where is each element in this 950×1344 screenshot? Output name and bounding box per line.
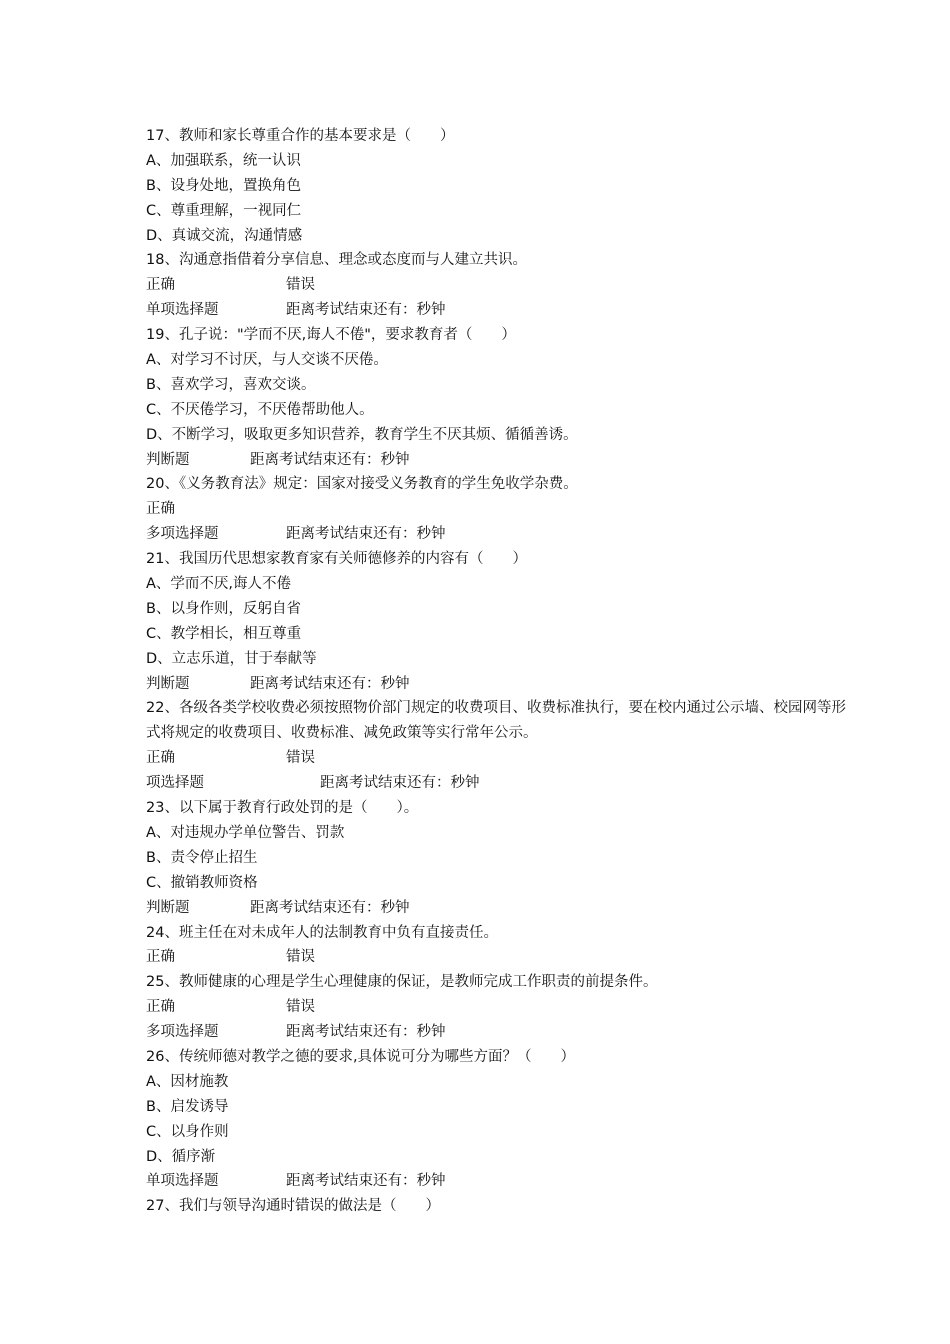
question-18: 18、沟通意指借着分享信息、理念或态度而与人建立共识。 [146, 252, 527, 269]
q20-option-true: 正确 [146, 501, 175, 518]
q19-option-a: A、对学习不讨厌，与人交谈不厌倦。 [146, 352, 388, 369]
section-header-8 [146, 1169, 846, 1194]
q17-option-a: A、加强联系，统一认识 [146, 152, 301, 169]
section-type-label: 单项选择题 [146, 1173, 219, 1190]
section-type-label: 项选择题 [146, 775, 204, 792]
question-17: 17、教师和家长尊重合作的基本要求是（ ） [146, 128, 455, 144]
q23-option-b: B、责令停止招生 [146, 849, 258, 866]
section-type-label: 多项选择题 [146, 1024, 219, 1041]
question-24: 24、班主任在对未成年人的法制教育中负有直接责任。 [146, 924, 498, 941]
q22-option-true: 正确 [146, 750, 175, 767]
q22-options [146, 746, 846, 771]
q24-options [146, 945, 846, 970]
q17-option-d: D、真诚交流，沟通情感 [146, 227, 303, 244]
exam-timer-text: 距离考试结束还有：秒钟 [286, 526, 446, 543]
q25-option-false: 错误 [286, 999, 315, 1016]
section-header-3 [146, 522, 846, 547]
exam-timer-text: 距离考试结束还有：秒钟 [250, 451, 410, 468]
q26-option-d: D、循序渐 [146, 1148, 216, 1165]
document-body [146, 124, 846, 1219]
q25-options [146, 995, 846, 1020]
q18-option-false: 错误 [286, 277, 315, 294]
section-header-6 [146, 896, 846, 921]
q19-option-b: B、喜欢学习，喜欢交谈。 [146, 376, 316, 393]
question-27: 27、我们与领导沟通时错误的做法是（ ） [146, 1198, 440, 1215]
q19-option-c: C、不厌倦学习，不厌倦帮助他人。 [146, 401, 374, 418]
q21-option-d: D、立志乐道，甘于奉献等 [146, 650, 317, 667]
q19-option-d: D、不断学习，吸取更多知识营养，教育学生不厌其烦、循循善诱。 [146, 426, 578, 443]
exam-timer-text: 距离考试结束还有：秒钟 [286, 302, 446, 319]
q26-option-b: B、启发诱导 [146, 1098, 229, 1115]
q24-option-true: 正确 [146, 949, 175, 966]
q21-option-c: C、教学相长，相互尊重 [146, 625, 302, 642]
exam-timer-text: 距离考试结束还有：秒钟 [286, 1024, 446, 1041]
exam-timer-text: 距离考试结束还有：秒钟 [320, 775, 480, 792]
exam-timer-text: 距离考试结束还有：秒钟 [250, 899, 410, 916]
section-header-7 [146, 1020, 846, 1045]
exam-timer-text: 距离考试结束还有：秒钟 [250, 675, 410, 692]
q18-options [146, 273, 846, 298]
q24-option-false: 错误 [286, 949, 315, 966]
q21-option-a: A、学而不厌,诲人不倦 [146, 576, 292, 593]
q25-option-true: 正确 [146, 999, 175, 1016]
q17-option-b: B、设身处地，置换角色 [146, 177, 301, 194]
section-type-label: 判断题 [146, 451, 190, 468]
exam-timer-text: 距离考试结束还有：秒钟 [286, 1173, 446, 1190]
q17-option-c: C、尊重理解，一视同仁 [146, 202, 302, 219]
question-20: 20、《义务教育法》规定：国家对接受义务教育的学生免收学杂费。 [146, 476, 578, 493]
q18-option-true: 正确 [146, 277, 175, 294]
q21-option-b: B、以身作则，反躬自省 [146, 600, 301, 617]
section-type-label: 判断题 [146, 675, 190, 692]
section-type-label: 多项选择题 [146, 526, 219, 543]
q26-option-c: C、以身作则 [146, 1123, 229, 1140]
q23-option-c: C、撤销教师资格 [146, 874, 258, 891]
q22-option-false: 错误 [286, 750, 315, 767]
question-19: 19、孔子说："学而不厌,诲人不倦"，要求教育者（ ） [146, 327, 516, 344]
q23-option-a: A、对违规办学单位警告、罚款 [146, 824, 345, 841]
question-22: 22、各级各类学校收费必须按照物价部门规定的收费项目、收费标准执行，要在校内通过公示墙、校园网等形式将规定的收费项目、收费标准、减免政策等实行常年公示。 [146, 700, 846, 742]
question-21: 21、我国历代思想家教育家有关师德修养的内容有（ ） [146, 551, 527, 568]
section-header-5 [146, 771, 846, 796]
question-23: 23、以下属于教育行政处罚的是（ ）。 [146, 800, 419, 817]
section-type-label: 判断题 [146, 899, 190, 916]
section-header-1 [146, 298, 846, 323]
section-header-2 [146, 448, 846, 473]
question-26: 26、传统师德对教学之德的要求,具体说可分为哪些方面？（ ） [146, 1048, 576, 1065]
q26-option-a: A、因材施教 [146, 1073, 229, 1090]
section-type-label: 单项选择题 [146, 302, 219, 319]
question-25: 25、教师健康的心理是学生心理健康的保证，是教师完成工作职责的前提条件。 [146, 974, 658, 991]
section-header-4 [146, 672, 846, 697]
